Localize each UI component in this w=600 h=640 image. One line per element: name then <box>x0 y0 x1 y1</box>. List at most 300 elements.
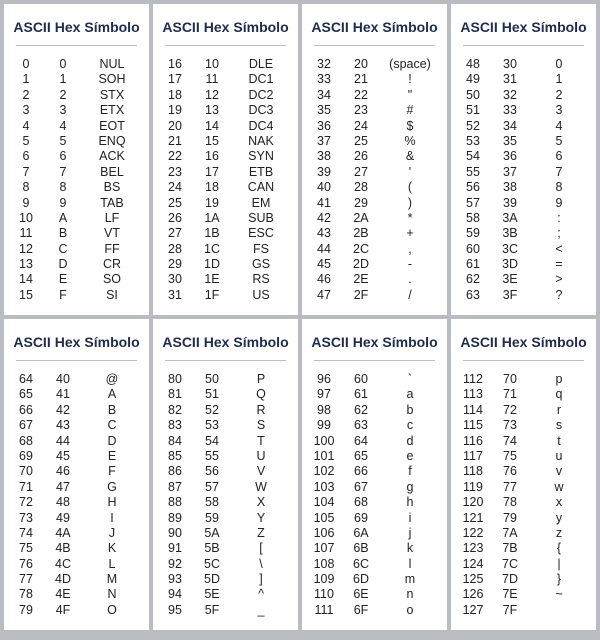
decimal-cell: 11 <box>19 226 33 241</box>
decimal-cell: 18 <box>168 87 182 102</box>
decimal-cell: 54 <box>466 149 480 164</box>
decimal-cell: 94 <box>168 587 182 602</box>
hex-cell: 62 <box>354 402 368 417</box>
symbol-cell: k <box>406 541 414 556</box>
table-row <box>302 449 447 464</box>
symbol-cell: ETX <box>99 103 125 118</box>
decimal-cell: 2 <box>22 87 30 102</box>
symbol-cell: ETB <box>248 164 274 179</box>
decimal-cell: 95 <box>168 602 182 617</box>
hex-cell: 28 <box>354 180 368 195</box>
header-ascii: ASCII <box>162 334 200 350</box>
decimal-cell: 65 <box>19 387 33 402</box>
table-row <box>153 288 298 303</box>
hex-cell: 39 <box>503 195 517 210</box>
hex-cell: 6A <box>353 525 369 540</box>
hex-cell: 1B <box>204 226 220 241</box>
decimal-cell: 127 <box>462 602 484 617</box>
hex-cell: 23 <box>354 103 368 118</box>
hex-cell: F <box>59 287 67 302</box>
hex-cell: 50 <box>205 372 219 386</box>
table-row <box>4 211 149 226</box>
symbol-cell: L <box>108 556 116 571</box>
decimal-cell: 38 <box>317 149 331 164</box>
symbol-cell: { <box>556 541 562 556</box>
symbol-cell: 5 <box>555 133 563 148</box>
symbol-cell: > <box>555 272 563 287</box>
hex-cell: 72 <box>503 402 517 417</box>
symbol-cell: ^ <box>258 587 264 602</box>
header-symbol: Símbolo <box>233 334 289 350</box>
symbol-cell: P <box>256 372 266 386</box>
table-row <box>4 57 149 72</box>
table-row <box>153 541 298 556</box>
table-row <box>153 180 298 195</box>
decimal-cell: 7 <box>22 164 30 179</box>
decimal-cell: 47 <box>317 287 331 302</box>
decimal-cell: 100 <box>313 433 335 448</box>
symbol-cell: # <box>406 103 414 118</box>
hex-cell: 6C <box>353 556 369 571</box>
header-hex: Hex <box>54 334 81 350</box>
hex-cell: 3F <box>502 287 518 302</box>
hex-cell: 1C <box>204 241 220 256</box>
hex-cell: 5C <box>204 556 220 571</box>
hex-cell: 52 <box>205 402 219 417</box>
symbol-cell: 0 <box>555 57 563 71</box>
decimal-cell: 118 <box>463 464 483 479</box>
decimal-cell: 68 <box>19 433 33 448</box>
hex-cell: 25 <box>354 133 368 148</box>
table-row <box>451 480 596 495</box>
symbol-cell: G <box>107 479 117 494</box>
table-row <box>302 541 447 556</box>
decimal-cell: 56 <box>466 180 480 195</box>
decimal-cell: 29 <box>168 257 182 272</box>
symbol-cell: : <box>557 210 561 225</box>
decimal-cell: 8 <box>22 180 30 195</box>
table-row <box>153 434 298 449</box>
table-row <box>153 480 298 495</box>
symbol-cell: m <box>404 572 416 587</box>
decimal-cell: 111 <box>314 602 334 617</box>
panel-header <box>460 19 587 46</box>
table-row <box>153 272 298 287</box>
hex-cell: 68 <box>354 495 368 510</box>
decimal-cell: 97 <box>317 387 331 402</box>
hex-cell: 4F <box>55 602 71 617</box>
symbol-cell: T <box>257 433 265 448</box>
header-ascii: ASCII <box>162 19 200 35</box>
table-row <box>302 572 447 587</box>
symbol-cell: o <box>406 602 414 617</box>
hex-cell: 0 <box>59 57 67 71</box>
symbol-cell: w <box>554 479 564 494</box>
hex-cell: 3C <box>502 241 518 256</box>
hex-cell: 46 <box>56 464 70 479</box>
hex-cell: 5A <box>204 525 220 540</box>
decimal-cell: 124 <box>462 556 484 571</box>
symbol-cell: j <box>408 525 412 540</box>
symbol-cell: p <box>555 372 563 386</box>
hex-cell: 4E <box>55 587 71 602</box>
decimal-cell: 115 <box>463 418 483 433</box>
symbol-cell: ENQ <box>98 133 126 148</box>
hex-cell: 3D <box>502 257 518 272</box>
panel-header <box>13 19 140 46</box>
symbol-cell: x <box>555 495 563 510</box>
decimal-cell: 23 <box>168 164 182 179</box>
table-row <box>4 72 149 87</box>
table-row <box>451 495 596 510</box>
hex-cell: 44 <box>56 433 70 448</box>
panel-header <box>311 19 438 46</box>
table-row <box>153 526 298 541</box>
symbol-cell: ( <box>407 180 413 195</box>
panel-header <box>460 334 587 361</box>
symbol-cell: % <box>404 133 416 148</box>
hex-cell: 38 <box>503 180 517 195</box>
decimal-cell: 125 <box>462 572 484 587</box>
symbol-cell: ACK <box>99 149 125 164</box>
hex-cell: 4B <box>55 541 71 556</box>
hex-cell: 4D <box>55 572 71 587</box>
hex-cell: 6D <box>353 572 369 587</box>
symbol-cell: c <box>406 418 414 433</box>
decimal-cell: 10 <box>19 210 33 225</box>
table-row <box>451 226 596 241</box>
table-row <box>4 242 149 257</box>
decimal-cell: 15 <box>19 287 33 302</box>
table-row <box>4 180 149 195</box>
decimal-cell: 26 <box>168 210 182 225</box>
panel-header <box>311 334 438 361</box>
hex-cell: 22 <box>354 87 368 102</box>
table-row <box>302 288 447 303</box>
symbol-cell: K <box>107 541 117 556</box>
decimal-cell: 43 <box>317 226 331 241</box>
table-row <box>451 165 596 180</box>
header-symbol: Símbolo <box>531 19 587 35</box>
table-row <box>451 103 596 118</box>
decimal-cell: 90 <box>168 525 182 540</box>
decimal-cell: 52 <box>466 118 480 133</box>
hex-cell: 79 <box>503 510 517 525</box>
decimal-cell: 93 <box>168 572 182 587</box>
decimal-cell: 89 <box>168 510 182 525</box>
hex-cell: 75 <box>503 448 517 463</box>
panel-header <box>13 334 140 361</box>
decimal-cell: 114 <box>463 402 483 417</box>
hex-cell: 26 <box>354 149 368 164</box>
table-row <box>4 587 149 602</box>
table-row <box>153 226 298 241</box>
hex-cell: 2E <box>353 272 369 287</box>
symbol-cell: b <box>406 402 414 417</box>
table-row <box>153 57 298 72</box>
hex-cell: 7A <box>502 525 518 540</box>
table-row <box>302 242 447 257</box>
decimal-cell: 25 <box>168 195 182 210</box>
hex-cell: 4A <box>55 525 71 540</box>
decimal-cell: 63 <box>466 287 480 302</box>
hex-cell: 45 <box>56 448 70 463</box>
panel-rows <box>153 57 298 303</box>
hex-cell: 1 <box>59 72 67 87</box>
table-row <box>302 372 447 387</box>
table-row <box>153 134 298 149</box>
hex-cell: 36 <box>503 149 517 164</box>
header-symbol: Símbolo <box>382 334 438 350</box>
hex-cell: 18 <box>205 180 219 195</box>
symbol-cell: 7 <box>555 164 563 179</box>
decimal-cell: 103 <box>313 479 335 494</box>
hex-cell: 64 <box>354 433 368 448</box>
symbol-cell: EOT <box>99 118 125 133</box>
panel-rows <box>302 372 447 618</box>
hex-cell: 15 <box>205 133 219 148</box>
header-hex: Hex <box>54 19 81 35</box>
ascii-panel <box>153 319 298 630</box>
hex-cell: 33 <box>503 103 517 118</box>
header-ascii: ASCII <box>311 334 349 350</box>
decimal-cell: 14 <box>19 272 33 287</box>
hex-cell: 19 <box>205 195 219 210</box>
symbol-cell: * <box>407 210 413 225</box>
table-row <box>153 149 298 164</box>
decimal-cell: 12 <box>19 241 33 256</box>
symbol-cell: d <box>406 433 414 448</box>
symbol-cell: 6 <box>555 149 563 164</box>
decimal-cell: 92 <box>168 556 182 571</box>
table-row <box>153 257 298 272</box>
symbol-cell: = <box>555 257 563 272</box>
table-row <box>4 119 149 134</box>
decimal-cell: 60 <box>466 241 480 256</box>
table-row <box>451 449 596 464</box>
symbol-cell: e <box>406 448 414 463</box>
ascii-panel <box>153 4 298 315</box>
table-row <box>302 226 447 241</box>
table-row <box>451 272 596 287</box>
table-row <box>451 434 596 449</box>
hex-cell: 55 <box>205 448 219 463</box>
symbol-cell <box>525 603 593 618</box>
symbol-cell: . <box>408 272 412 287</box>
hex-cell: 3B <box>502 226 518 241</box>
hex-cell: 7 <box>59 164 67 179</box>
hex-cell: 32 <box>503 87 517 102</box>
table-row <box>153 449 298 464</box>
header-symbol: Símbolo <box>531 334 587 350</box>
hex-cell: 9 <box>59 195 67 210</box>
symbol-cell: BS <box>103 180 121 195</box>
symbol-cell: $ <box>406 118 414 133</box>
symbol-cell: X <box>256 495 266 510</box>
hex-cell: A <box>58 210 68 225</box>
hex-cell: 1F <box>204 287 220 302</box>
ascii-panel <box>451 319 596 630</box>
table-row <box>153 511 298 526</box>
decimal-cell: 109 <box>313 572 335 587</box>
decimal-cell: 105 <box>313 510 335 525</box>
symbol-cell: SUB <box>248 210 274 225</box>
table-row <box>153 403 298 418</box>
table-row <box>451 211 596 226</box>
hex-cell: 42 <box>56 402 70 417</box>
table-row <box>451 134 596 149</box>
ascii-panel <box>302 319 447 630</box>
panel-rows <box>451 372 596 618</box>
decimal-cell: 49 <box>466 72 480 87</box>
decimal-cell: 51 <box>466 103 480 118</box>
hex-cell: 4 <box>59 118 67 133</box>
symbol-cell: DLE <box>248 57 274 71</box>
table-row <box>302 495 447 510</box>
table-row <box>302 526 447 541</box>
table-row <box>451 88 596 103</box>
decimal-cell: 76 <box>19 556 33 571</box>
table-row <box>153 196 298 211</box>
symbol-cell: J <box>108 525 116 540</box>
symbol-cell: ' <box>408 164 412 179</box>
decimal-cell: 50 <box>466 87 480 102</box>
table-row <box>4 165 149 180</box>
hex-cell: 5B <box>204 541 220 556</box>
hex-cell: 30 <box>503 57 517 71</box>
hex-cell: 2D <box>353 257 369 272</box>
decimal-cell: 120 <box>462 495 484 510</box>
symbol-cell: ~ <box>555 587 563 602</box>
decimal-cell: 35 <box>317 103 331 118</box>
hex-cell: B <box>58 226 68 241</box>
panel-header <box>162 19 289 46</box>
header-hex: Hex <box>203 19 230 35</box>
decimal-cell: 28 <box>168 241 182 256</box>
symbol-cell: | <box>557 556 561 571</box>
table-row <box>153 587 298 602</box>
table-row <box>302 119 447 134</box>
hex-cell: 65 <box>354 448 368 463</box>
decimal-cell: 121 <box>462 510 484 525</box>
symbol-cell: O <box>107 602 117 617</box>
hex-cell: D <box>58 257 68 272</box>
hex-cell: 21 <box>354 72 368 87</box>
decimal-cell: 61 <box>466 257 480 272</box>
table-row <box>153 418 298 433</box>
table-row <box>451 288 596 303</box>
decimal-cell: 58 <box>466 210 480 225</box>
decimal-cell: 70 <box>19 464 33 479</box>
symbol-cell: f <box>408 464 412 479</box>
table-row <box>4 226 149 241</box>
table-row <box>4 572 149 587</box>
table-row <box>4 541 149 556</box>
hex-cell: 6B <box>353 541 369 556</box>
decimal-cell: 39 <box>317 164 331 179</box>
symbol-cell: M <box>106 572 118 587</box>
hex-cell: 74 <box>503 433 517 448</box>
table-row <box>302 418 447 433</box>
table-row <box>302 72 447 87</box>
symbol-cell: C <box>107 418 117 433</box>
decimal-cell: 112 <box>463 372 483 386</box>
ascii-panel <box>4 4 149 315</box>
hex-cell: 35 <box>503 133 517 148</box>
decimal-cell: 126 <box>462 587 484 602</box>
table-row <box>451 464 596 479</box>
table-row <box>4 526 149 541</box>
hex-cell: 78 <box>503 495 517 510</box>
decimal-cell: 106 <box>313 525 335 540</box>
panel-rows <box>302 57 447 303</box>
table-row <box>451 511 596 526</box>
hex-cell: 73 <box>503 418 517 433</box>
hex-cell: 51 <box>205 387 219 402</box>
decimal-cell: 113 <box>463 387 483 402</box>
hex-cell: 60 <box>354 372 368 386</box>
decimal-cell: 80 <box>168 372 182 386</box>
decimal-cell: 22 <box>168 149 182 164</box>
panel-rows <box>4 372 149 618</box>
decimal-cell: 75 <box>19 541 33 556</box>
table-row <box>451 372 596 387</box>
table-row <box>302 480 447 495</box>
decimal-cell: 53 <box>466 133 480 148</box>
panel-rows <box>451 57 596 303</box>
symbol-cell: NUL <box>99 57 125 71</box>
table-row <box>153 387 298 402</box>
symbol-cell: r <box>556 402 562 417</box>
symbol-cell: VT <box>104 226 120 241</box>
decimal-cell: 108 <box>313 556 335 571</box>
hex-cell: 27 <box>354 164 368 179</box>
decimal-cell: 72 <box>19 495 33 510</box>
symbol-cell: W <box>255 479 267 494</box>
symbol-cell: ] <box>259 572 263 587</box>
symbol-cell: s <box>555 418 563 433</box>
decimal-cell: 101 <box>313 448 335 463</box>
table-row <box>153 103 298 118</box>
hex-cell: 40 <box>56 372 70 386</box>
decimal-cell: 83 <box>168 418 182 433</box>
table-row <box>302 57 447 72</box>
ascii-table-grid <box>4 4 596 636</box>
symbol-cell: R <box>256 402 266 417</box>
symbol-cell: N <box>107 587 117 602</box>
decimal-cell: 117 <box>463 448 483 463</box>
table-row <box>451 119 596 134</box>
symbol-cell: E <box>107 448 117 463</box>
hex-cell: 2A <box>353 210 369 225</box>
decimal-cell: 46 <box>317 272 331 287</box>
decimal-cell: 91 <box>168 541 182 556</box>
hex-cell: 5E <box>204 587 220 602</box>
table-row <box>451 587 596 602</box>
table-row <box>4 88 149 103</box>
decimal-cell: 69 <box>19 448 33 463</box>
hex-cell: 53 <box>205 418 219 433</box>
hex-cell: 57 <box>205 479 219 494</box>
header-ascii: ASCII <box>13 334 51 350</box>
decimal-cell: 98 <box>317 402 331 417</box>
table-row <box>4 134 149 149</box>
decimal-cell: 24 <box>168 180 182 195</box>
hex-cell: 4C <box>55 556 71 571</box>
hex-cell: 7D <box>502 572 518 587</box>
decimal-cell: 42 <box>317 210 331 225</box>
table-row <box>4 149 149 164</box>
